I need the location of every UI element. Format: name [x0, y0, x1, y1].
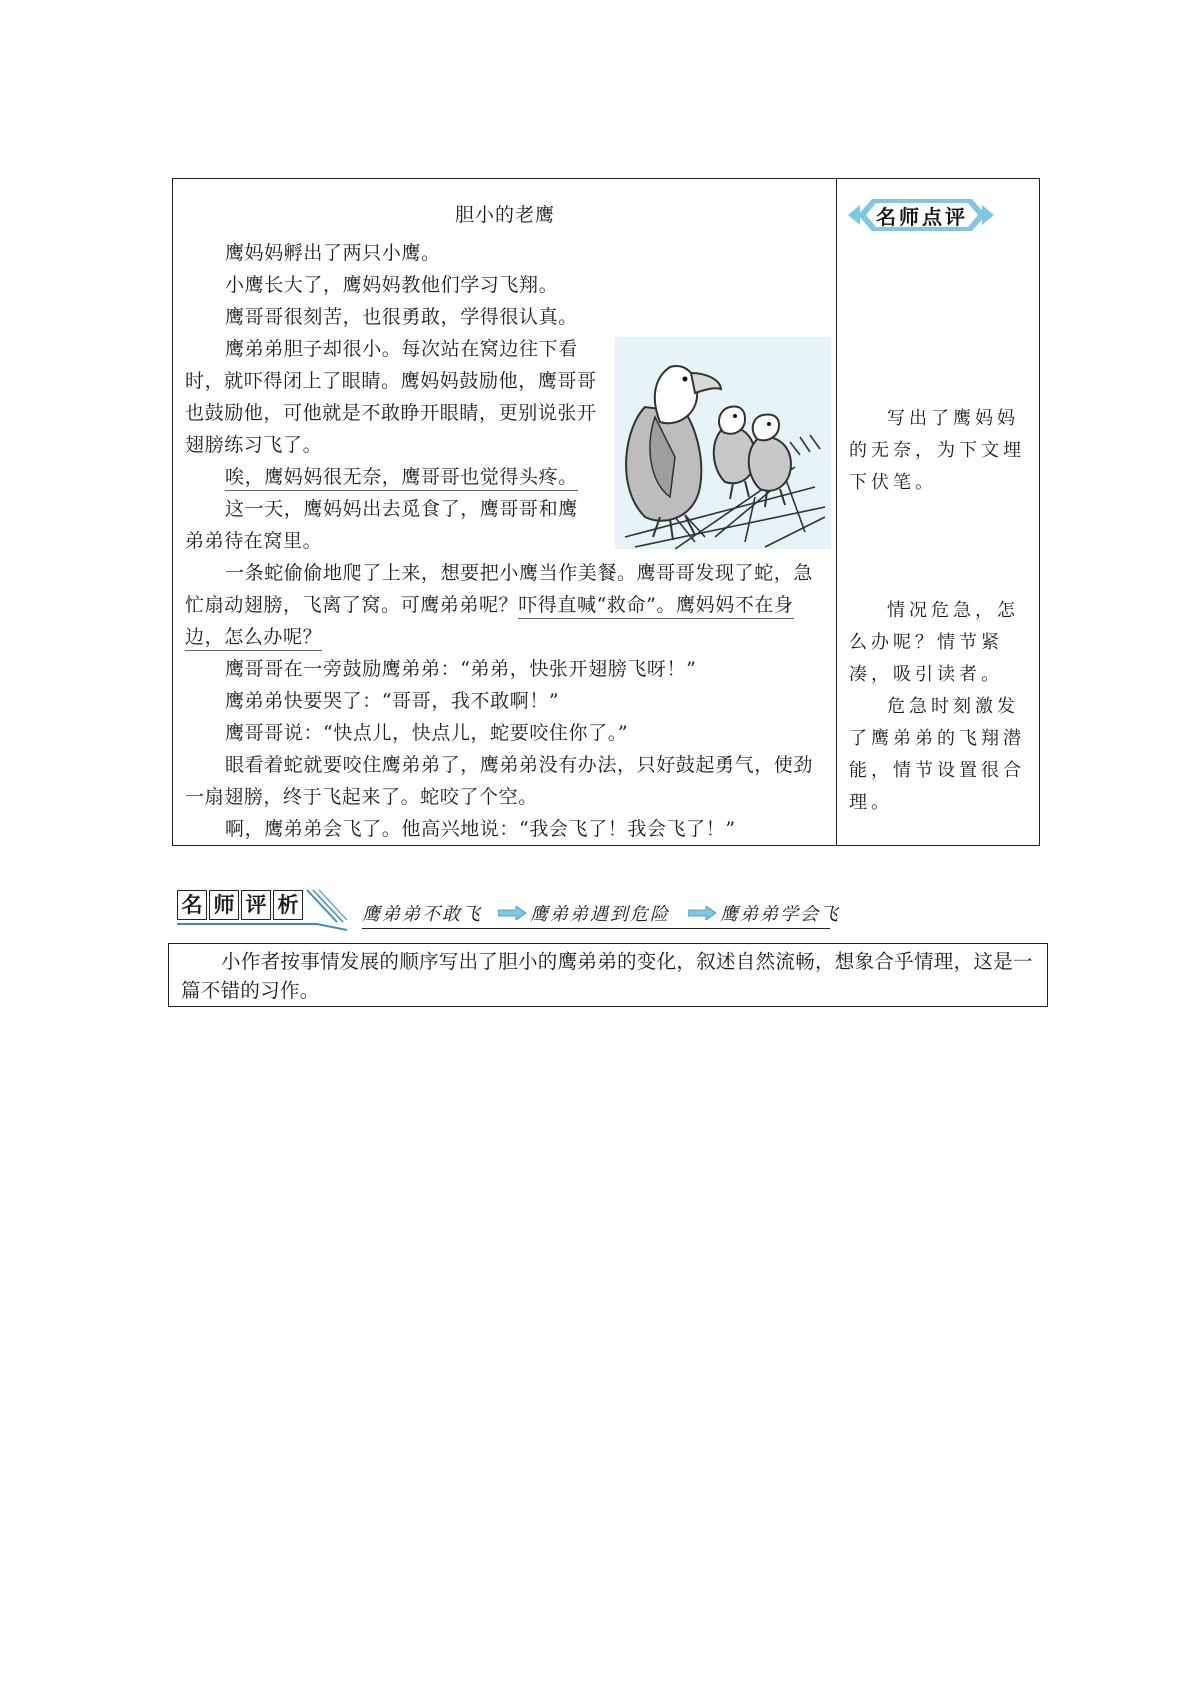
flow-step: 鹰弟弟不敢飞 — [362, 904, 482, 925]
essay-paragraph: 鹰妈妈孵出了两只小鹰。 — [225, 242, 441, 264]
essay-paragraph: 这一天，鹰妈妈出去觅食了，鹰哥哥和鹰弟弟待在窝里。 — [185, 498, 578, 552]
comment-text: 危急时刻激发了鹰弟弟的飞翔潜能，情节设置很合理。 — [849, 696, 1025, 813]
arrow-right-icon — [688, 906, 716, 920]
summary-box — [168, 943, 1048, 1007]
summary-text: 小作者按事情发展的顺序写出了胆小的鹰弟弟的变化，叙述自然流畅，想象合乎情理，这是一篇不错的习作。 — [181, 950, 1033, 1002]
essay-title: 胆小的老鹰 — [454, 204, 555, 226]
analysis-badge-char: 评 — [241, 890, 271, 920]
comment-badge-label: 名师点评 — [876, 205, 968, 229]
analysis-badge — [177, 886, 347, 932]
analysis-badge-char: 师 — [209, 890, 239, 920]
analysis-badge-char: 析 — [273, 890, 303, 920]
comment-badge — [846, 195, 996, 235]
essay-paragraph: 小鹰长大了，鹰妈妈教他们学习飞翔。 — [225, 274, 559, 296]
underlined-sentence: 吓得直喊“救命”。鹰妈妈不在身边，怎么办呢？ — [185, 594, 794, 651]
arrow-right-icon — [498, 906, 526, 920]
flow-step: 鹰弟弟遇到危险 — [530, 904, 670, 925]
essay-paragraph — [185, 557, 825, 653]
essay-paragraph: 鹰弟弟胆子却很小。每次站在窝边往下看时，就吓得闭上了眼睛。鹰妈妈鼓励他，鹰哥哥也鼓励他，可他就是不敢睁开眼睛，更别说张开翅膀练习飞了。 — [185, 338, 597, 456]
essay-main-column — [173, 179, 837, 845]
essay-paragraph: 鹰哥哥在一旁鼓励鹰弟弟：“弟弟，快张开翅膀飞呀！” — [225, 658, 697, 680]
essay-paragraph: 鹰哥哥说：“快点儿，快点儿，蛇要咬住你了。” — [225, 722, 629, 744]
essay-paragraph: 鹰弟弟快要哭了：“哥哥，我不敢啊！” — [225, 690, 560, 712]
flow-underline — [362, 928, 830, 929]
comment-text: 情况危急，怎么办呢？情节紧凑，吸引读者。 — [849, 600, 1019, 685]
essay-paragraph — [185, 461, 597, 493]
eagle-illustration — [615, 337, 831, 549]
analysis-header — [177, 886, 840, 934]
essay-paragraph: 啊，鹰弟弟会飞了。他高兴地说：“我会飞了！我会飞了！” — [225, 818, 736, 840]
comment-text: 写出了鹰妈妈的无奈，为下文埋下伏笔。 — [849, 408, 1025, 493]
flow-step: 鹰弟弟学会飞 — [720, 904, 840, 925]
comment-column — [837, 179, 1039, 845]
essay-paragraph: 眼看着蛇就要咬住鹰弟弟了，鹰弟弟没有办法，只好鼓起勇气，使劲一扇翅膀，终于飞起来了。蛇咬了个空。 — [185, 754, 814, 808]
essay-text: 一条蛇偷偷地爬了上来，想要把小鹰当作美餐。鹰哥哥发现了蛇，急忙扇动翅膀，飞离了窝。可鹰弟弟呢？ — [185, 562, 814, 616]
analysis-badge-char: 名 — [177, 890, 207, 920]
essay-paragraph: 鹰哥哥很刻苦，也很勇敢，学得很认真。 — [225, 306, 578, 328]
underlined-sentence: 唉，鹰妈妈很无奈，鹰哥哥也觉得头疼。 — [225, 466, 578, 491]
essay-box — [172, 178, 1040, 846]
